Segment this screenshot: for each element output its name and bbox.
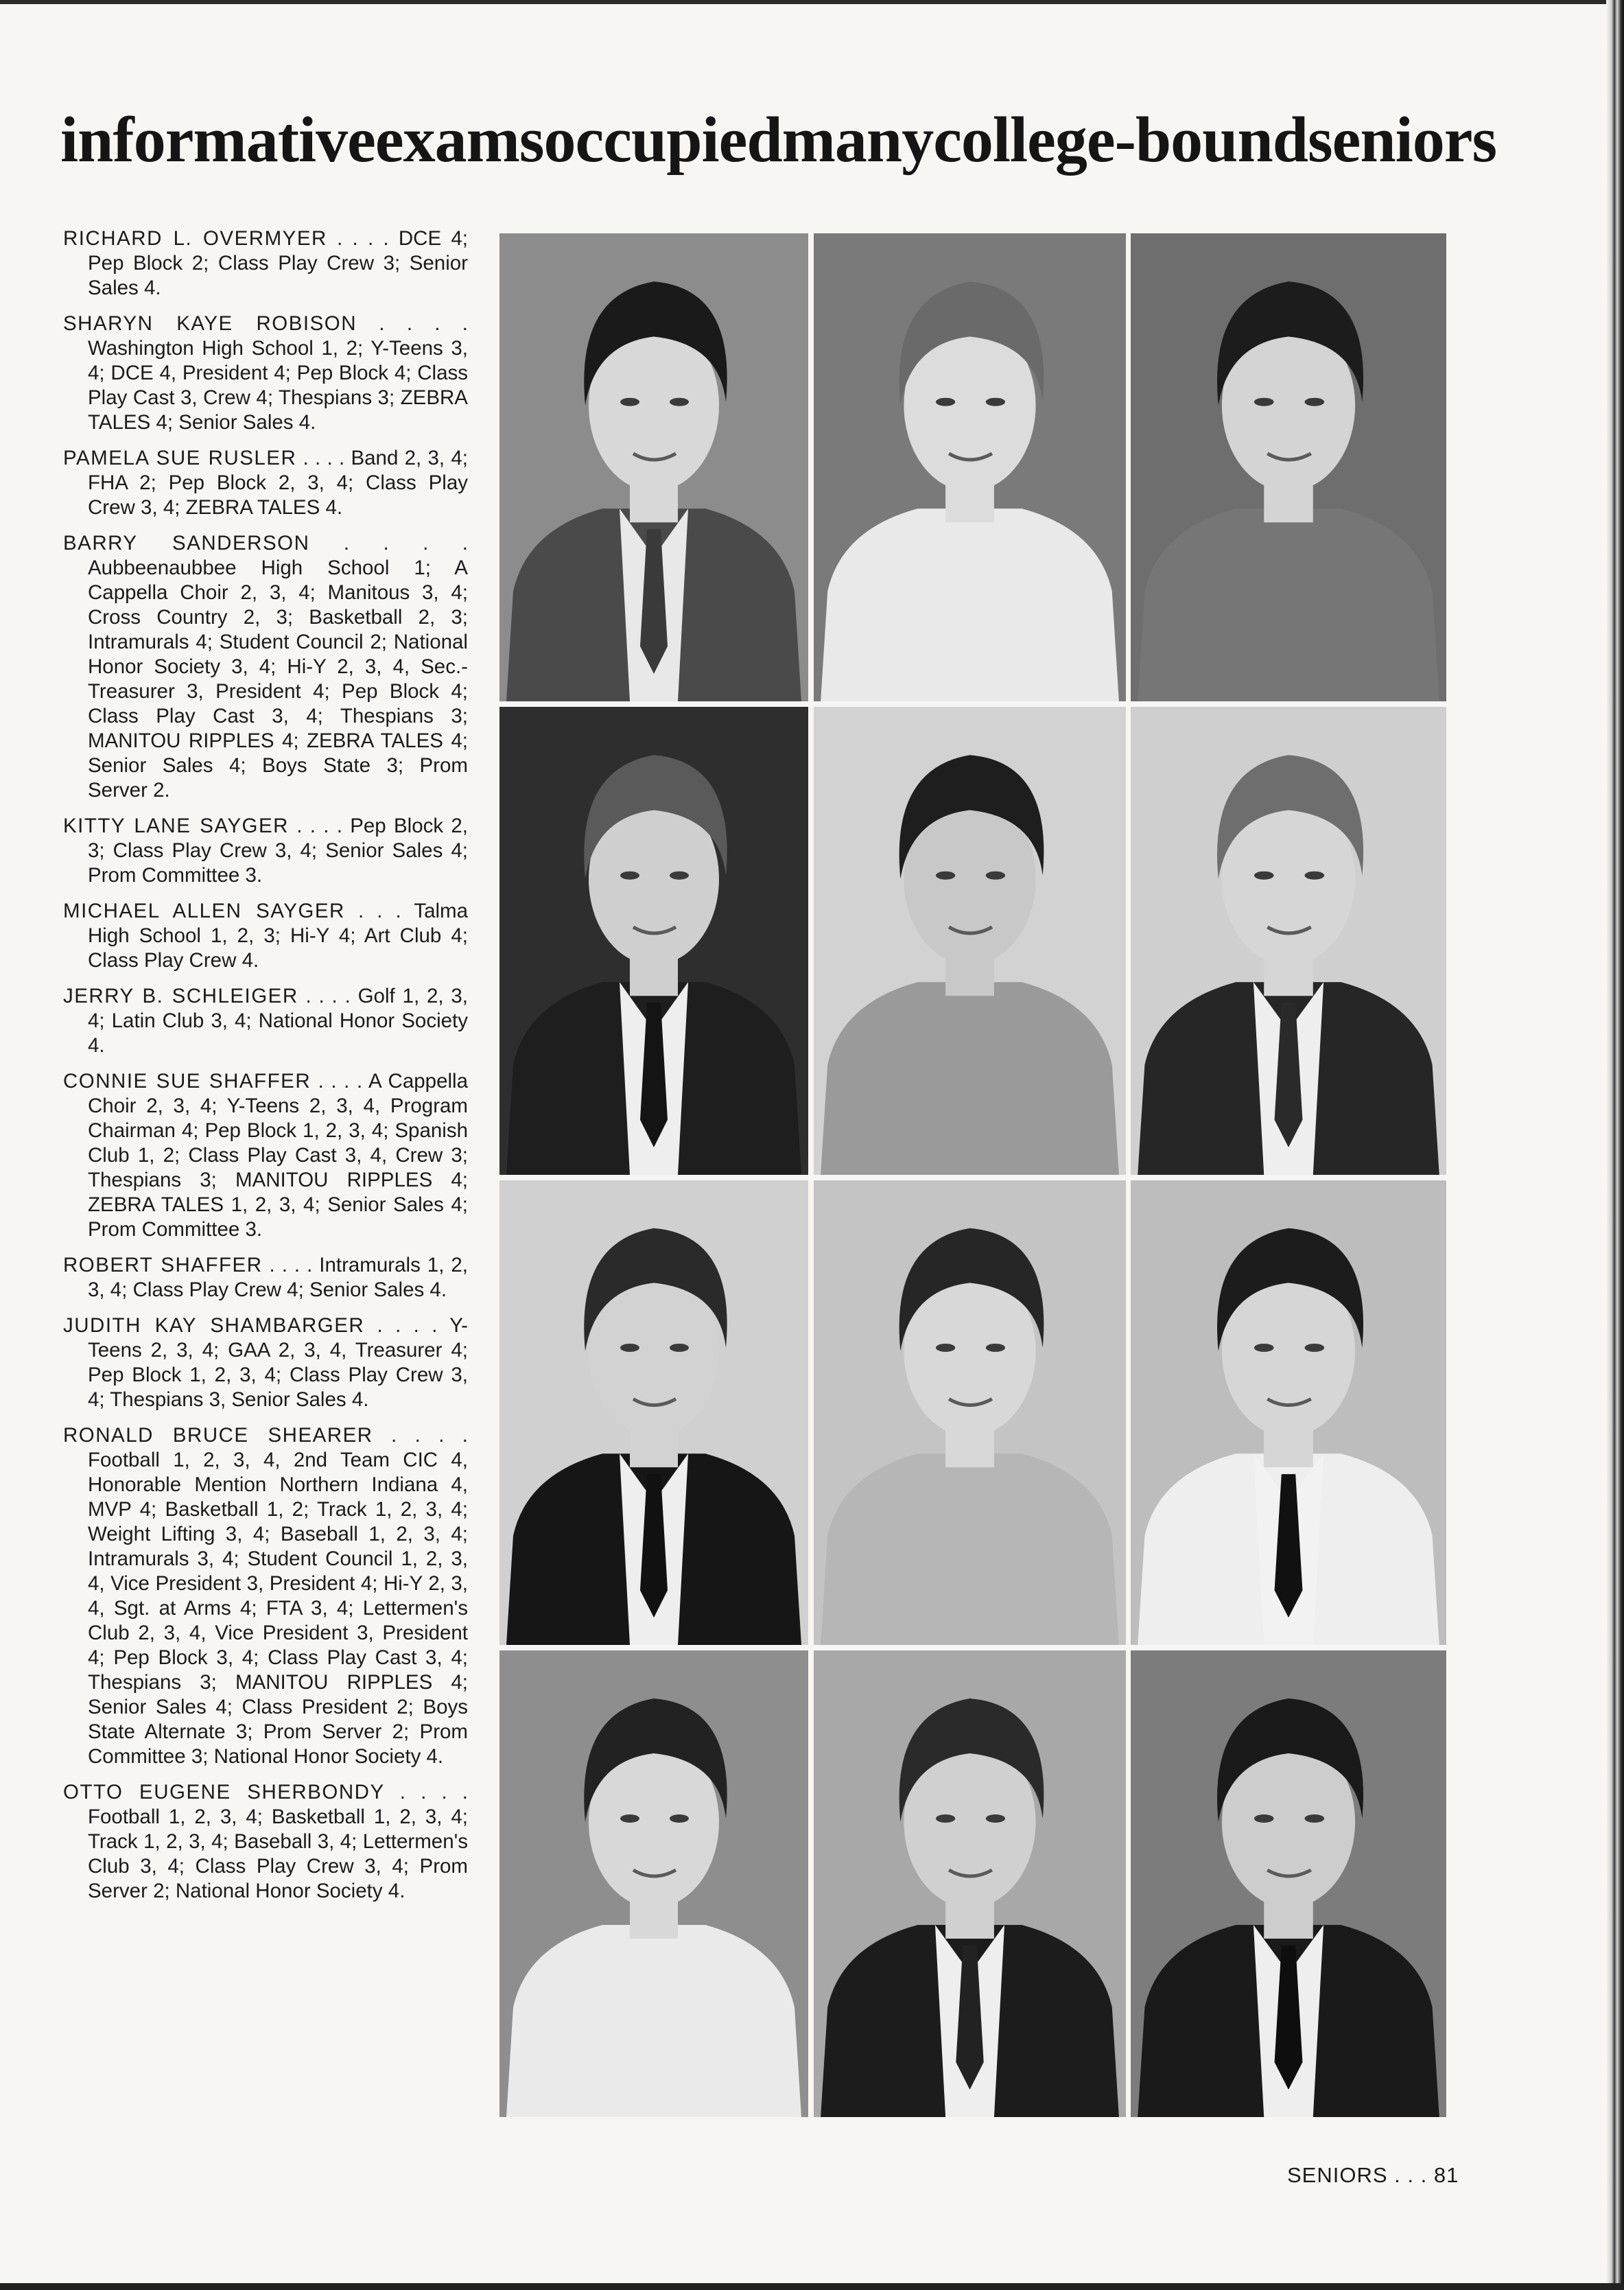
senior-activities: . . . . Intramurals 1, 2, 3, 4; Class Play Crew 4; Senior Sales 4. [88, 1254, 469, 1301]
senior-bios-column [63, 226, 468, 1915]
senior-name: KITTY LANE SAYGER [63, 815, 289, 837]
page-footer [1287, 2163, 1459, 2188]
senior-name: RICHARD L. OVERMYER [63, 227, 327, 250]
page-headline [60, 103, 1497, 177]
footer-section: SENIORS [1287, 2163, 1388, 2187]
headline-word: informative [60, 104, 375, 176]
senior-bio [63, 226, 468, 301]
senior-bio [63, 531, 468, 803]
senior-activities: . . . . Band 2, 3, 4; FHA 2; Pep Block 2, 3, 4; Class Play Crew 3, 4; ZEBRA TALES 4. [88, 447, 468, 519]
senior-name: JUDITH KAY SHAMBARGER [63, 1314, 365, 1337]
senior-bio [63, 446, 468, 520]
senior-activities: . . . . Golf 1, 2, 3, 4; Latin Club 3, 4; National Honor Society 4. [88, 985, 468, 1057]
senior-name: OTTO EUGENE SHERBONDY [63, 1781, 385, 1803]
senior-name: RONALD BRUCE SHEARER [63, 1424, 373, 1447]
headline-word: college-bound [933, 104, 1308, 176]
senior-name: ROBERT SHAFFER [63, 1254, 263, 1276]
senior-bio [63, 984, 468, 1058]
headline-word: exams [375, 104, 544, 176]
senior-portrait-photo [814, 1650, 1126, 2117]
page-edge-bottom [0, 2283, 1624, 2290]
senior-bio [63, 312, 468, 435]
senior-activities: . . . . Football 1, 2, 3, 4, 2nd Team CIC 4, Honorable Mention Northern Indiana 4, MVP 4; Basketball 1, 2; Track 1, 2, 3, 4; Weight Lifting 3, 4; Baseball 1, 2, 3, 4; Intramurals 3, 4; Student Council 1, 2, 3, 4, Vice President 3, President 4; Hi-Y 2, 3, 4, Sgt. at Arms 4; FTA 3, 4; Lettermen's Club 2, 3, 4, Vice President 3, President 4; Pep Block 3, 4; Class Play Cast 3, 4; Thespians 3; MANITOU RIPPLES 4; Senior Sales 4; Class President 2; Boys State Alternate 3; Prom Server 2; Prom Committee 3; National Honor Society 4. [88, 1424, 468, 1768]
senior-portrait-photo [499, 1650, 808, 2117]
page-edge-right [1606, 0, 1624, 2290]
senior-portrait-photo [1131, 1180, 1446, 1645]
senior-bio [63, 1780, 468, 1904]
senior-name: BARRY SANDERSON [63, 532, 310, 554]
senior-portrait-photo [814, 233, 1126, 701]
senior-bio [63, 814, 468, 888]
senior-activities: . . . . DCE 4; Pep Block 2; Class Play Crew 3; Senior Sales 4. [88, 227, 468, 299]
senior-activities: . . . . Pep Block 2, 3; Class Play Crew 3, 4; Senior Sales 4; Prom Committee 3. [88, 815, 468, 887]
senior-portrait-photo [1131, 1650, 1446, 2117]
page-edge-top [0, 0, 1624, 4]
senior-name: PAMELA SUE RUSLER [63, 447, 297, 469]
senior-bio [63, 1253, 468, 1302]
senior-activities: . . . . Y-Teens 2, 3, 4; GAA 2, 3, 4, Treasurer 4; Pep Block 1, 2, 3, 4; Class Play Crew 3, 4; Thespians 3, Senior Sales 4. [88, 1314, 468, 1411]
senior-activities: . . . . Football 1, 2, 3, 4; Basketball 1, 2, 3, 4; Track 1, 2, 3, 4; Baseball 3, 4; Lettermen's Club 3, 4; Class Play Crew 3, 4; Prom Server 2; National Honor Society 4. [88, 1781, 468, 1902]
senior-bio [63, 1423, 468, 1769]
headline-word: many [781, 104, 934, 176]
senior-name: JERRY B. SCHLEIGER [63, 985, 298, 1007]
senior-portrait-photo [814, 707, 1126, 1175]
senior-bio [63, 1313, 468, 1412]
headline-word: occupied [543, 104, 782, 176]
page-number: 81 [1433, 2163, 1459, 2187]
senior-bio [63, 899, 468, 973]
senior-portrait-photo [814, 1180, 1126, 1645]
senior-name: CONNIE SUE SHAFFER [63, 1070, 311, 1093]
footer-separator: . . . [1387, 2163, 1434, 2187]
senior-portrait-photo [499, 233, 808, 701]
senior-portrait-photo [1131, 233, 1446, 701]
headline-word: seniors [1308, 104, 1497, 176]
senior-name: SHARYN KAYE ROBISON [63, 312, 357, 335]
senior-activities: . . . . Washington High School 1, 2; Y-Teens 3, 4; DCE 4, President 4; Pep Block 4; Class Play Cast 3, Crew 4; Thespians 3; ZEBRA TALES 4; Senior Sales 4. [88, 312, 468, 434]
portrait-grid [499, 233, 1460, 2120]
senior-portrait-photo [499, 1180, 808, 1645]
senior-portrait-photo [1131, 707, 1446, 1175]
senior-activities: . . . Talma High School 1, 2, 3; Hi-Y 4; Art Club 4; Class Play Crew 4. [88, 900, 469, 972]
senior-bio [63, 1069, 468, 1242]
senior-activities: . . . . Aubbeenaubbee High School 1; A Cappella Choir 2, 3, 4; Manitous 3, 4; Cross Country 2, 3; Basketball 2, 3; Intramurals 4; Student Council 2; National Honor Society 3, 4; Hi-Y 2, 3, 4, Sec.-Treasurer 3, President 4; Pep Block 4; Class Play Cast 3, 4; Thespians 3; MANITOU RIPPLES 4; ZEBRA TALES 4; Senior Sales 4; Boys State 3; Prom Server 2. [88, 532, 468, 802]
senior-name: MICHAEL ALLEN SAYGER [63, 900, 345, 922]
senior-activities: . . . . A Cappella Choir 2, 3, 4; Y-Teens 2, 3, 4, Program Chairman 4; Pep Block 1, 2, 3, 4; Spanish Club 1, 2; Class Play Cast 3, 4, Crew 3; Thespians 3; MANITOU RIPPLES 4; ZEBRA TALES 1, 2, 3, 4; Senior Sales 4; Prom Committee 3. [88, 1070, 468, 1241]
senior-portrait-photo [499, 707, 808, 1175]
